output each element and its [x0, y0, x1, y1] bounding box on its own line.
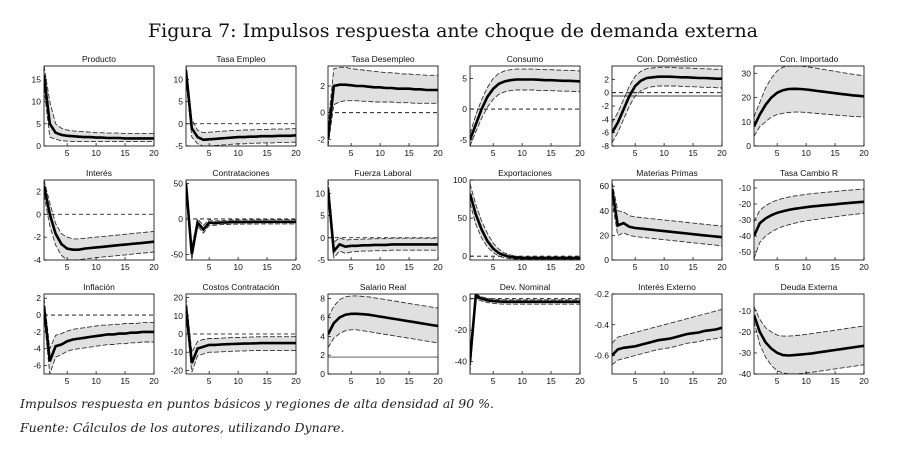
y-tick-label: -2	[317, 134, 325, 145]
panel-15	[455, 282, 585, 386]
x-tick-label: 5	[348, 376, 354, 386]
y-tick-label: 4	[320, 331, 325, 342]
x-tick-label: 15	[404, 262, 414, 272]
panel-plot-area	[186, 180, 296, 260]
y-tick-label: 0	[36, 310, 41, 321]
y-tick-label: -2	[33, 232, 41, 243]
panel-1	[174, 54, 301, 158]
y-tick-label: 2	[36, 293, 41, 304]
y-tick-label: -6	[601, 127, 609, 138]
caption-source: Fuente: Cálculos de los autores, utilizando Dynare.	[20, 420, 345, 435]
panel-title: Fuerza Laboral	[354, 168, 412, 178]
x-tick-label: 10	[233, 376, 243, 386]
x-tick-label: 10	[517, 148, 527, 158]
y-tick-label: 10	[173, 310, 183, 321]
hpd-band	[328, 67, 438, 146]
x-tick-label: 15	[262, 262, 272, 272]
y-tick-label: -40	[454, 356, 467, 367]
panel-frame	[470, 180, 580, 260]
hpd-band	[186, 66, 296, 146]
lower-bound-line	[470, 299, 580, 373]
x-tick-label: 10	[659, 376, 669, 386]
y-tick-label: 0	[36, 141, 41, 151]
y-tick-label: 40	[599, 205, 609, 216]
x-tick-label: 20	[433, 148, 443, 158]
panel-title: Contrataciones	[212, 168, 270, 178]
panel-plot-area	[328, 296, 438, 357]
y-tick-label: -4	[33, 255, 41, 265]
panel-12	[33, 282, 159, 386]
x-tick-label: 20	[291, 376, 301, 386]
y-tick-label: 10	[741, 116, 751, 127]
panel-plot-area	[754, 307, 864, 374]
x-tick-label: 15	[830, 262, 840, 272]
x-tick-label: 20	[433, 376, 443, 386]
y-tick-label: 8	[320, 293, 325, 304]
x-tick-label: 20	[149, 376, 159, 386]
panel-10	[600, 168, 727, 272]
y-tick-label: -2	[601, 101, 609, 111]
panel-title: Interés Externo	[638, 282, 696, 292]
y-tick-label: 0	[178, 118, 183, 129]
x-tick-label: 20	[575, 148, 585, 158]
x-tick-label: 15	[262, 148, 272, 158]
y-tick-label: 10	[315, 188, 325, 199]
panel-plot-area	[470, 184, 580, 259]
panel-plot-area	[44, 66, 154, 142]
hpd-band	[470, 294, 580, 372]
x-tick-label: 5	[774, 376, 780, 386]
y-tick-label: 0	[320, 369, 325, 379]
panel-title: Tasa Cambio R	[779, 168, 839, 178]
x-tick-label: 5	[348, 262, 354, 272]
y-tick-label: -20	[454, 325, 467, 336]
x-tick-label: 15	[688, 262, 698, 272]
hpd-band	[186, 298, 296, 373]
x-tick-label: 15	[404, 376, 414, 386]
x-tick-label: 20	[433, 262, 443, 272]
panel-7	[171, 168, 301, 272]
y-tick-label: -30	[738, 347, 751, 358]
panel-title: Tasa Desempleo	[351, 54, 415, 64]
x-tick-label: 15	[688, 148, 698, 158]
panel-17	[739, 282, 869, 386]
y-tick-label: -40	[738, 369, 751, 379]
panel-4	[601, 54, 727, 158]
x-tick-label: 20	[717, 262, 727, 272]
hpd-band	[754, 66, 864, 136]
x-tick-label: 20	[291, 262, 301, 272]
panel-plot-area	[328, 180, 438, 258]
upper-bound-line	[328, 180, 438, 242]
panel-title: Exportaciones	[498, 168, 552, 178]
x-tick-label: 20	[717, 148, 727, 158]
y-tick-label: 60	[599, 181, 609, 192]
panel-title: Tasa Empleo	[216, 54, 266, 64]
panel-plot-area	[186, 66, 296, 146]
x-tick-label: 10	[91, 148, 101, 158]
y-tick-label: 5	[462, 73, 467, 84]
y-tick-label: 50	[173, 178, 183, 189]
x-tick-label: 15	[120, 376, 130, 386]
x-tick-label: 5	[632, 148, 638, 158]
panel-frame	[470, 294, 580, 374]
median-line	[470, 296, 580, 362]
y-tick-label: -6	[33, 360, 41, 371]
y-tick-label: -2	[33, 326, 41, 337]
panel-0	[32, 54, 159, 158]
y-tick-label: -5	[317, 255, 325, 265]
x-tick-label: 5	[64, 262, 70, 272]
panel-plot-area	[44, 180, 154, 260]
x-tick-label: 10	[233, 262, 243, 272]
y-tick-label: 10	[173, 74, 183, 85]
y-tick-label: 5	[36, 118, 41, 129]
x-tick-label: 5	[632, 376, 638, 386]
panel-3	[459, 54, 585, 158]
x-tick-label: 20	[291, 148, 301, 158]
panel-title: Salario Real	[359, 282, 407, 292]
panel-title: Producto	[81, 54, 117, 64]
upper-bound-line	[186, 66, 296, 133]
x-tick-label: 20	[859, 148, 869, 158]
y-tick-label: -5	[459, 134, 467, 145]
y-tick-label: -20	[738, 199, 751, 209]
panel-9	[453, 168, 585, 272]
panel-title: Dev. Nominal	[499, 282, 551, 292]
y-tick-label: 30	[741, 68, 751, 79]
x-tick-label: 15	[546, 148, 556, 158]
y-tick-label: 6	[320, 312, 325, 323]
x-tick-label: 5	[64, 376, 70, 386]
y-tick-label: 0	[462, 293, 467, 304]
x-tick-label: 10	[801, 148, 811, 158]
x-tick-label: 5	[64, 148, 70, 158]
x-tick-label: 20	[717, 376, 727, 386]
panel-11	[739, 168, 869, 272]
y-tick-label: 0	[178, 329, 183, 339]
panel-plot-area	[754, 66, 864, 136]
y-tick-label: 0	[36, 209, 41, 220]
x-tick-label: 10	[517, 262, 527, 272]
x-tick-label: 15	[120, 148, 130, 158]
y-tick-label: -10	[738, 305, 751, 316]
hpd-band	[754, 189, 864, 258]
y-tick-label: 0	[462, 251, 467, 262]
y-tick-label: 100	[452, 175, 467, 185]
upper-bound-line	[44, 66, 154, 134]
y-tick-label: 2	[320, 81, 325, 91]
y-tick-label: 0	[604, 255, 609, 265]
y-tick-label: -4	[601, 114, 609, 125]
y-tick-label: 20	[173, 292, 183, 303]
hpd-band	[612, 309, 722, 364]
upper-bound-line	[186, 180, 296, 247]
panel-plot-area	[612, 309, 722, 364]
x-tick-label: 15	[546, 262, 556, 272]
x-tick-label: 5	[774, 148, 780, 158]
x-tick-label: 5	[490, 376, 496, 386]
x-tick-label: 15	[830, 148, 840, 158]
panel-title: Materias Primas	[636, 168, 698, 178]
y-tick-label: 10	[31, 96, 41, 107]
y-tick-label: -10	[170, 347, 183, 358]
panel-title: Interés	[86, 168, 112, 178]
y-tick-label: 2	[604, 74, 609, 85]
x-tick-label: 10	[517, 376, 527, 386]
y-tick-label: -0.6	[594, 350, 609, 361]
caption-note: Impulsos respuesta en puntos básicos y regiones de alta densidad al 90 %.	[20, 396, 494, 411]
x-tick-label: 20	[859, 376, 869, 386]
panel-plot-area	[328, 67, 438, 146]
y-tick-label: -8	[601, 141, 609, 151]
x-tick-label: 10	[375, 148, 385, 158]
panel-title: Consumo	[506, 54, 544, 64]
y-tick-label: 15	[31, 74, 41, 85]
panel-13	[171, 282, 301, 386]
x-tick-label: 20	[149, 262, 159, 272]
y-tick-label: -30	[738, 215, 751, 225]
y-tick-label: -50	[738, 247, 751, 257]
lower-bound-line	[328, 101, 438, 146]
y-tick-label: 5	[178, 96, 183, 107]
figure-title: Figura 7: Impulsos respuesta ante choque de demanda externa	[147, 20, 759, 42]
x-tick-label: 20	[859, 262, 869, 272]
x-tick-label: 10	[659, 262, 669, 272]
x-tick-label: 10	[659, 148, 669, 158]
panel-6	[33, 168, 159, 272]
x-tick-label: 10	[801, 376, 811, 386]
y-tick-label: 0	[178, 213, 183, 224]
y-tick-label: -0.2	[594, 289, 609, 299]
y-tick-label: -10	[738, 183, 751, 193]
x-tick-label: 10	[91, 262, 101, 272]
x-tick-label: 5	[490, 262, 496, 272]
panel-14	[320, 282, 443, 386]
y-tick-label: -50	[170, 249, 183, 260]
y-tick-label: 50	[457, 213, 467, 224]
x-tick-label: 15	[404, 148, 414, 158]
panel-title: Con. Doméstico	[636, 54, 698, 64]
hpd-band	[44, 66, 154, 142]
y-tick-label: -4	[33, 343, 41, 354]
panel-title: Con. Importado	[779, 54, 839, 64]
x-tick-label: 5	[206, 262, 212, 272]
y-tick-label: 20	[599, 230, 609, 241]
x-tick-label: 15	[262, 376, 272, 386]
y-tick-label: 0	[320, 232, 325, 243]
panel-plot-area	[470, 69, 580, 146]
x-tick-label: 5	[490, 148, 496, 158]
x-tick-label: 10	[801, 262, 811, 272]
x-tick-label: 10	[375, 262, 385, 272]
x-tick-label: 15	[688, 376, 698, 386]
x-tick-label: 5	[632, 262, 638, 272]
panel-plot-area	[754, 189, 864, 258]
panel-plot-area	[612, 183, 722, 246]
y-tick-label: 0	[462, 104, 467, 115]
y-tick-label: 5	[320, 210, 325, 221]
x-tick-label: 15	[120, 262, 130, 272]
panel-title: Costos Contratación	[202, 282, 280, 292]
x-tick-label: 20	[575, 376, 585, 386]
panel-8	[316, 168, 443, 272]
x-tick-label: 15	[830, 376, 840, 386]
panel-2	[317, 54, 443, 158]
x-tick-label: 15	[546, 376, 556, 386]
x-tick-label: 10	[375, 376, 385, 386]
panel-plot-area	[470, 294, 580, 372]
x-tick-label: 5	[774, 262, 780, 272]
x-tick-label: 10	[91, 376, 101, 386]
y-tick-label: -20	[170, 365, 183, 376]
y-tick-label: -20	[738, 326, 751, 337]
hpd-band	[470, 184, 580, 259]
panel-plot-area	[186, 298, 296, 373]
y-tick-label: -0.4	[594, 319, 609, 330]
panel-title: Inflación	[83, 282, 115, 292]
x-tick-label: 5	[348, 148, 354, 158]
y-tick-label: -5	[175, 141, 183, 151]
x-tick-label: 10	[233, 148, 243, 158]
y-tick-label: 0	[320, 107, 325, 118]
panel-plot-area	[44, 298, 154, 374]
y-tick-label: 2	[36, 186, 41, 197]
x-tick-label: 5	[206, 376, 212, 386]
y-tick-label: 0	[604, 87, 609, 98]
x-tick-label: 20	[149, 148, 159, 158]
y-tick-label: 20	[741, 92, 751, 103]
upper-bound-line	[44, 180, 154, 239]
panel-plot-area	[612, 67, 722, 142]
y-tick-label: -40	[738, 231, 751, 241]
y-tick-label: 2	[320, 350, 325, 361]
y-tick-label: 0	[746, 141, 751, 151]
x-tick-label: 5	[206, 148, 212, 158]
panel-5	[742, 54, 869, 158]
panel-16	[594, 282, 727, 386]
median-line	[470, 194, 580, 258]
x-tick-label: 20	[575, 262, 585, 272]
panel-title: Deuda Externa	[780, 282, 838, 292]
